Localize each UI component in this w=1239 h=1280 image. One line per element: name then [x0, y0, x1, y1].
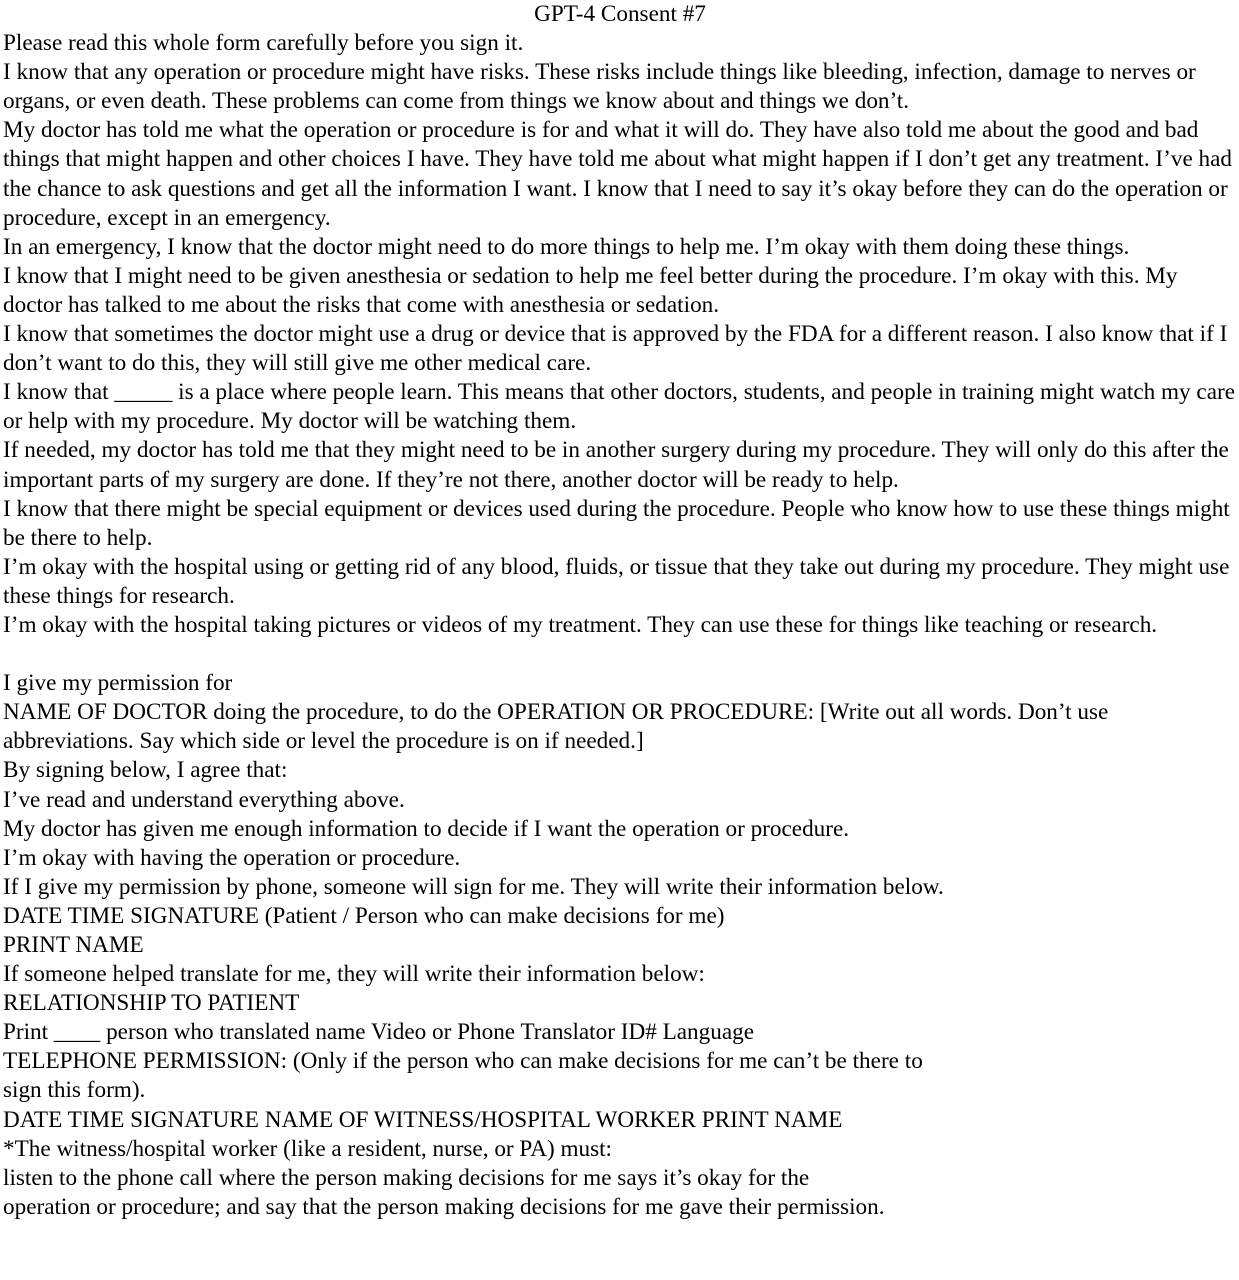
witness-duty-2: operation or procedure; and say that the person making decisions for me gave their permission. [3, 1193, 885, 1220]
print-name-field: PRINT NAME [3, 932, 144, 958]
risks-paragraph: I know that any operation or procedure might have risks. These risks include things like bleeding, infection, damage to nerves or organs, or even death. These problems can come from things we know about and things we don’t. [3, 59, 1196, 115]
consent-document [3, 0, 1237, 1222]
doctor-procedure-field: NAME OF DOCTOR doing the procedure, to do the OPERATION OR PROCEDURE: [Write out all words. Don’t use abbreviations. Say which side or level the procedure is on if needed.] [3, 699, 1109, 755]
fda-paragraph: I know that sometimes the doctor might use a drug or device that is approved by the FDA for a different reason. I also know that if I don’t want to do this, they will still give me other medical care. [3, 321, 1228, 377]
agreement-item-read: I’ve read and understand everything above. [3, 786, 405, 813]
relationship-field: RELATIONSHIP TO PATIENT [3, 990, 300, 1017]
agreement-item-information: My doctor has given me enough information to decide if I want the operation or procedure. [3, 815, 850, 842]
agreement-item-okay: I’m okay with having the operation or procedure. [3, 844, 461, 871]
witness-duty-1: listen to the phone call where the person making decisions for me says it’s okay for the [3, 1164, 810, 1191]
translator-fields: Print ____ person who translated name Video or Phone Translator ID# Language [3, 1019, 754, 1046]
emergency-paragraph: In an emergency, I know that the doctor might need to do more things to help me. I’m okay with them doing these things. [3, 233, 1130, 260]
tissue-paragraph: I’m okay with the hospital using or getting rid of any blood, fluids, or tissue that they take out during my procedure. They might use these things for research. [3, 553, 1230, 609]
patient-signature-field: DATE TIME SIGNATURE (Patient / Person who can make decisions for me) [3, 902, 725, 929]
intro-paragraph: Please read this whole form carefully before you sign it. [3, 30, 524, 57]
telephone-permission-heading: TELEPHONE PERMISSION: (Only if the person who can make decisions for me can’t be there to [3, 1048, 923, 1075]
overlapping-surgery-paragraph: If needed, my doctor has told me that they might need to be in another surgery during my procedure. They will only do this after the important parts of my surgery are done. If they’re not there, another doctor will be ready to help. [3, 437, 1229, 493]
witness-requirement: *The witness/hospital worker (like a resident, nurse, or PA) must: [3, 1135, 612, 1162]
anesthesia-paragraph: I know that I might need to be given anesthesia or sedation to help me feel better during the procedure. I’m okay with this. My doctor has talked to me about the risks that come with anesthesia or sedation. [3, 262, 1178, 318]
witness-signature-field: DATE TIME SIGNATURE NAME OF WITNESS/HOSPITAL WORKER PRINT NAME [3, 1106, 843, 1133]
translator-note: If someone helped translate for me, they will write their information below: [3, 961, 705, 988]
telephone-permission-heading-cont: sign this form). [3, 1077, 146, 1104]
section-spacer [3, 640, 1237, 669]
document-title: GPT-4 Consent #7 [534, 1, 706, 27]
doctor-explanation-paragraph: My doctor has told me what the operation or procedure is for and what it will do. They have also told me about the good and bad things that might happen and other choices I have. They have told me about what might happen if I don’t get any treatment. I’ve had the chance to ask questions and get all the information I want. I know that I need to say it’s okay before they can do the operation or procedure, except in an emergency. [3, 117, 1233, 231]
equipment-paragraph: I know that there might be special equipment or devices used during the procedure. People who know how to use these things might be there to help. [3, 495, 1230, 551]
agreement-heading: By signing below, I agree that: [3, 757, 288, 784]
phone-permission-note: If I give my permission by phone, someone will sign for me. They will write their information below. [3, 873, 944, 900]
teaching-paragraph: I know that _____ is a place where people learn. This means that other doctors, students, and people in training might watch my care or help with my procedure. My doctor will be watching them. [3, 379, 1236, 435]
permission-intro: I give my permission for [3, 670, 233, 697]
photography-paragraph: I’m okay with the hospital taking pictures or videos of my treatment. They can use these for things like teaching or research. [3, 611, 1158, 638]
